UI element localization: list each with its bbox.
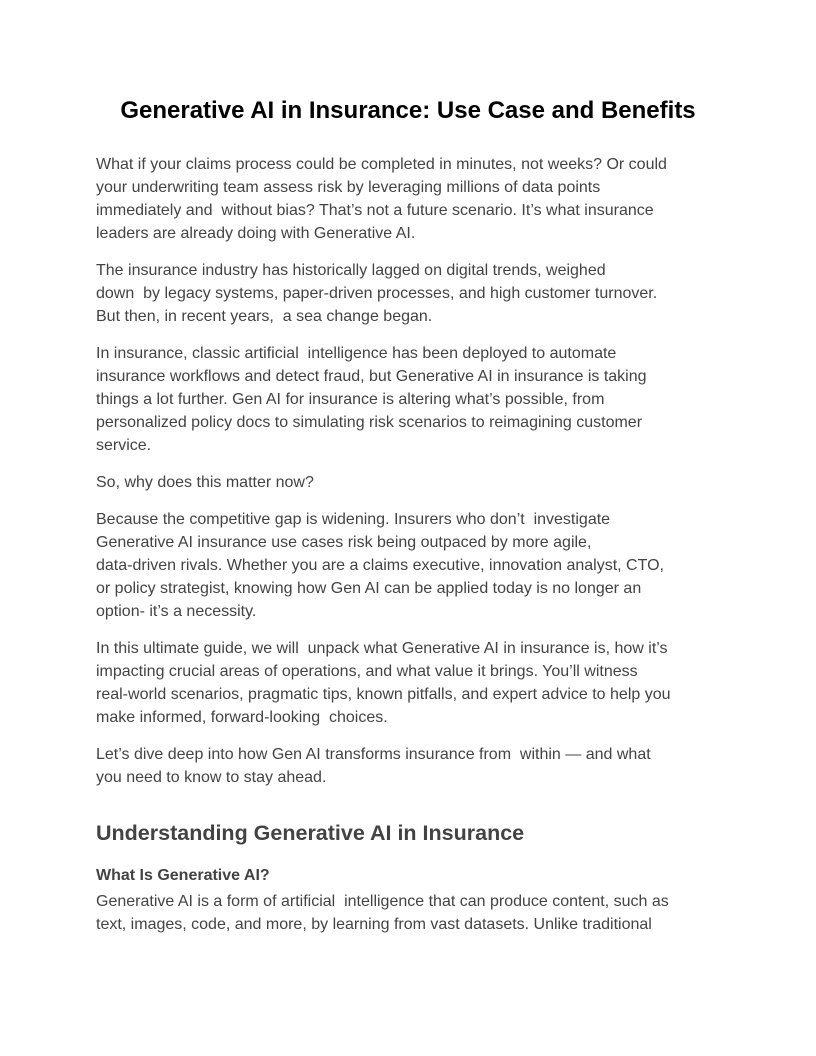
text-line: text, images, code, and more, by learning from vast datasets. Unlike traditional xyxy=(96,916,652,933)
text-line: Generative AI insurance use cases risk being outpaced by more agile, xyxy=(96,534,592,551)
text-line: But then, in recent years, a sea change began. xyxy=(96,308,433,325)
document-page xyxy=(96,96,720,936)
text-line: make informed, forward-looking choices. xyxy=(96,709,388,726)
text-line: Generative AI is a form of artificial intelligence that can produce content, such as xyxy=(96,893,669,910)
document-title: Generative AI in Insurance: Use Case and Benefits xyxy=(120,97,696,124)
text-line: things a lot further. Gen AI for insurance is altering what’s possible, from xyxy=(96,391,605,408)
text-line: In this ultimate guide, we will unpack what Generative AI in insurance is, how it’s xyxy=(96,640,668,657)
text-line: personalized policy docs to simulating risk scenarios to reimagining customer xyxy=(96,414,643,431)
paragraph-classic-ai xyxy=(96,342,720,457)
text-line: service. xyxy=(96,437,152,454)
text-line: leaders are already doing with Generative AI. xyxy=(96,225,416,242)
text-line: option- it’s a necessity. xyxy=(96,603,257,620)
paragraph-dive-deep xyxy=(96,743,720,789)
text-line: impacting crucial areas of operations, and what value it brings. You’ll witness xyxy=(96,663,638,680)
text-line: Because the competitive gap is widening. Insurers who don’t investigate xyxy=(96,511,611,528)
text-line: data-driven rivals. Whether you are a claims executive, innovation analyst, CTO, xyxy=(96,557,664,574)
text-line: The insurance industry has historically lagged on digital trends, weighed xyxy=(96,262,606,279)
text-line: What if your claims process could be completed in minutes, not weeks? Or could xyxy=(96,156,667,173)
paragraph-competitive-gap xyxy=(96,508,720,623)
text-line: down by legacy systems, paper-driven processes, and high customer turnover. xyxy=(96,285,658,302)
paragraph-industry-history xyxy=(96,259,720,328)
text-line: you need to know to stay ahead. xyxy=(96,769,327,786)
text-line: Let’s dive deep into how Gen AI transforms insurance from within — and what xyxy=(96,746,651,763)
paragraph-guide-overview xyxy=(96,637,720,729)
text-line: So, why does this matter now? xyxy=(96,474,314,491)
text-line: immediately and without bias? That’s not a future scenario. It’s what insurance xyxy=(96,202,654,219)
text-line: In insurance, classic artificial intelligence has been deployed to automate xyxy=(96,345,617,362)
text-line: real-world scenarios, pragmatic tips, known pitfalls, and expert advice to help you xyxy=(96,686,671,703)
text-line: insurance workflows and detect fraud, but Generative AI in insurance is taking xyxy=(96,368,647,385)
text-line: or policy strategist, knowing how Gen AI can be applied today is no longer an xyxy=(96,580,642,597)
subsection-heading: What Is Generative AI? xyxy=(96,867,270,884)
paragraph-why-now xyxy=(96,471,720,494)
paragraph-generative-ai-definition xyxy=(96,890,720,936)
section-heading: Understanding Generative AI in Insurance xyxy=(96,821,525,845)
paragraph-intro-question xyxy=(96,153,720,245)
text-line: your underwriting team assess risk by leveraging millions of data points xyxy=(96,179,601,196)
